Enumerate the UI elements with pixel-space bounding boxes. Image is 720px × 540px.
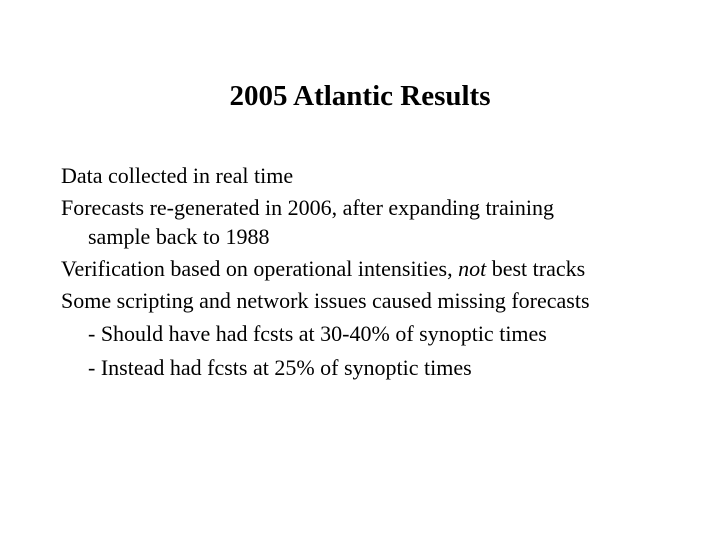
- body-subline-should-have: - Should have had fcsts at 30-40% of synoptic times: [88, 321, 547, 346]
- verification-emphasis: not: [458, 256, 487, 281]
- verification-text-end: best tracks: [486, 256, 586, 281]
- body-line-missing-forecasts: Some scripting and network issues caused missing forecasts: [61, 288, 590, 313]
- body-line-real-time: Data collected in real time: [61, 163, 294, 188]
- body-line-verification: [61, 253, 701, 285]
- slide-title: 2005 Atlantic Results: [229, 80, 491, 112]
- verification-text-start: Verification based on operational intensities,: [61, 256, 459, 281]
- body-subline-instead-had: - Instead had fcsts at 25% of synoptic times: [88, 355, 472, 380]
- slide-body: [61, 160, 701, 385]
- body-line-forecasts-regenerated-continued: sample back to 1988: [88, 224, 270, 249]
- body-line-forecasts-regenerated: Forecasts re-generated in 2006, after expanding training: [61, 195, 554, 220]
